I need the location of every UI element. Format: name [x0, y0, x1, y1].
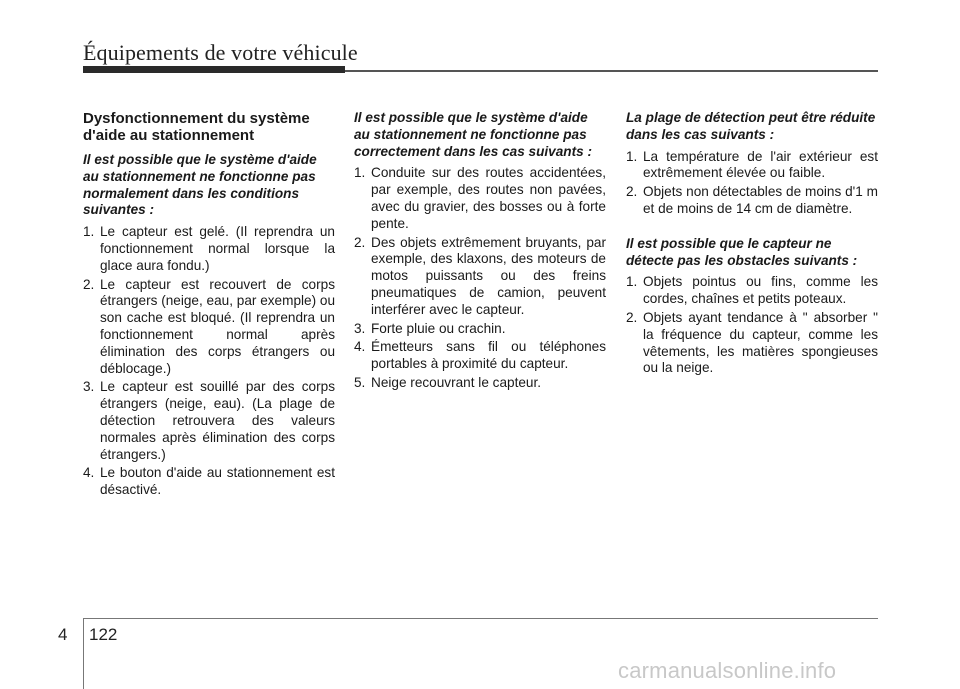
watermark: carmanualsonline.info: [618, 658, 837, 683]
list-item-text: La température de l'air extérieur est extrêmement élevée ou faible.: [643, 148, 878, 181]
list-item: [626, 274, 878, 308]
list-item-number: 4.: [83, 465, 95, 481]
list-item: [83, 224, 335, 274]
list-item-number: 2.: [626, 184, 638, 200]
list-item: [354, 339, 606, 373]
section-subtitle: Il est possible que le système d'aide au stationnement ne fonctionne pas correctement dans les cas suivants :: [354, 110, 592, 159]
column-1: [83, 110, 335, 501]
list-item: [83, 379, 335, 463]
list-item: [626, 184, 878, 218]
list-item-number: 2.: [83, 276, 95, 292]
list-item-text: Le capteur est gelé. (Il reprendra un fonctionnement normal lorsque la glace aura fondu.): [100, 224, 335, 273]
column-3: [626, 110, 878, 379]
chapter-number: 4: [58, 625, 68, 644]
column-2: [354, 110, 606, 394]
list-item-text: Émetteurs sans fil ou téléphones portables à proximité du capteur.: [371, 339, 606, 372]
page-number: 122: [89, 625, 118, 644]
list-item-number: 2.: [354, 234, 366, 250]
section-subtitle: La plage de détection peut être réduite dans les cas suivants :: [626, 110, 876, 142]
list-item-text: Neige recouvrant le capteur.: [371, 374, 542, 390]
list-item-number: 1.: [83, 224, 95, 240]
list-item-number: 1.: [354, 165, 366, 181]
list-item-text: Conduite sur des routes accidentées, par exemple, des routes non pavées, avec du gravier, des bosses ou à forte pente.: [371, 165, 606, 231]
list-item-text: Objets ayant tendance à " absorber " la fréquence du capteur, comme les vêtements, les matières spongieuses ou la neige.: [643, 309, 878, 376]
list-item: [354, 375, 606, 392]
header-rule: [345, 70, 878, 72]
list-item-text: Le capteur est souillé par des corps étrangers (neige, eau). (La plage de détection retrouvera des valeurs normales après élimination des corps étrangers.): [100, 379, 335, 462]
header-bar: [83, 66, 345, 73]
condition-list: [626, 149, 878, 218]
condition-list: [354, 165, 606, 391]
list-item-number: 2.: [626, 309, 638, 325]
section-subtitle: Il est possible que le système d'aide au stationnement ne fonctionne pas normalement dans les conditions suivantes :: [83, 152, 317, 218]
obstacle-list: [626, 274, 878, 377]
list-item-text: Des objets extrêmement bruyants, par exemple, des klaxons, des moteurs de motos puissants ou des freins pneumatiques de camion, peuvent interférer avec le capteur.: [371, 234, 606, 317]
section-title: Dysfonctionnement du système d'aide au stationnement: [83, 110, 310, 144]
footer-rule: [83, 618, 878, 619]
list-item-number: 5.: [354, 374, 366, 390]
list-item-number: 1.: [626, 274, 638, 290]
list-item-text: Le capteur est recouvert de corps étrangers (neige, eau, par exemple) ou son cache est bloqué. (Il reprendra un fonctionnement normal après élimination des corps étrangers ou déblocage.): [100, 276, 336, 376]
list-item-text: Objets non détectables de moins d'1 m et de moins de 14 cm de diamètre.: [643, 184, 878, 216]
list-item-number: 3.: [83, 379, 95, 395]
list-item: [354, 235, 606, 319]
list-item-text: Le bouton d'aide au stationnement est désactivé.: [100, 465, 335, 498]
list-item-text: Objets pointus ou fins, comme les cordes, chaînes et petits poteaux.: [643, 274, 878, 307]
list-item-number: 3.: [354, 320, 366, 336]
list-item: [354, 165, 606, 232]
page-header-title: Équipements de votre véhicule: [83, 40, 358, 65]
list-item: [83, 277, 335, 378]
list-item-number: 4.: [354, 339, 366, 355]
list-item: [626, 149, 878, 183]
list-item-text: Forte pluie ou crachin.: [371, 320, 506, 336]
list-item: [626, 310, 878, 377]
list-item: [354, 321, 606, 338]
list-item: [83, 465, 335, 499]
condition-list: [83, 224, 335, 499]
list-item-number: 1.: [626, 148, 638, 164]
footer-divider: [83, 618, 84, 689]
section-subtitle: Il est possible que le capteur ne détecte pas les obstacles suivants :: [626, 235, 858, 268]
